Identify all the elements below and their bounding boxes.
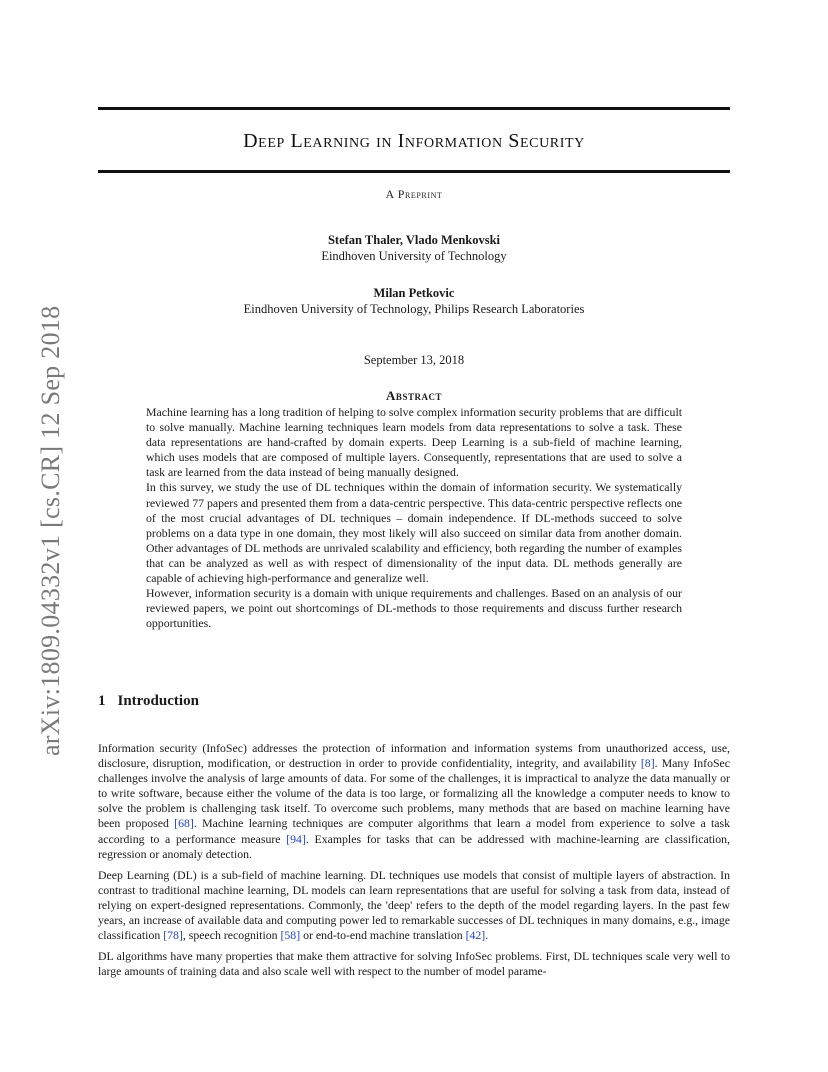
- intro-paragraph-1: [98, 741, 730, 862]
- text-run: , speech recognition: [182, 928, 281, 943]
- abstract-heading: Abstract: [386, 388, 442, 403]
- paper-date: September 13, 2018: [363, 353, 465, 367]
- title-bottom-rule: [98, 170, 730, 173]
- author-affiliation: Eindhoven University of Technology, Philips Research Laboratories: [243, 302, 585, 316]
- citation-link[interactable]: [58]: [280, 928, 301, 943]
- citation-link[interactable]: [78]: [163, 928, 183, 943]
- intro-paragraph-3: DL algorithms have many properties that make them attractive for solving InfoSec problems. First, DL techniques scale very well to large amounts of training data and also scale well with respect to the number of model parame-: [98, 949, 730, 979]
- abstract-paragraph: Machine learning has a long tradition of helping to solve complex information security problems that are difficult to solve manually. Machine learning techniques learn models from data representations to solve a task. These data representations are hand-crafted by domain experts. Deep Learning is a sub-field of machine learning, which uses models that are composed of multiple layers. Consequently, representations that are used to solve a task are learned from the data instead of being manually designed.: [146, 405, 682, 480]
- citation-link[interactable]: [8]: [640, 756, 655, 771]
- citation-link[interactable]: [42]: [465, 928, 486, 943]
- text-run: . Machine learning techniques are computer algorithms that learn a model from experience to solve a task according to a performance measure: [98, 816, 731, 846]
- citation-link[interactable]: [94]: [286, 831, 306, 846]
- author-block-1: [98, 232, 730, 264]
- author-block-2: [98, 285, 730, 317]
- abstract-paragraph: However, information security is a domain with unique requirements and challenges. Based on an analysis of our reviewed papers, we point out shortcomings of DL-methods to those requirements and discuss further research opportunities.: [146, 586, 682, 631]
- citation-link[interactable]: [68]: [174, 816, 194, 831]
- text-run: . Many InfoSec challenges involve the analysis of large amounts of data. For some of the challenges, it is impractical to analyze the data manually or to write software, because either the volume of the data is too large, or formalizing all the knowledge a computer needs to know to solve the problem is challenging task itself. To overcome such problems, many methods that are based on machine learning have been proposed: [98, 756, 730, 831]
- introduction-body: [98, 741, 730, 985]
- text-run: Information security (InfoSec) addresses the protection of information and information systems from unauthorized access, use, disclosure, disruption, modification, or destruction in order to provide confidentiality, integrity, and availability: [98, 741, 730, 771]
- title-top-rule: [98, 107, 730, 110]
- section-title: Introduction: [117, 693, 199, 709]
- author-names: Milan Petkovic: [373, 286, 455, 300]
- author-affiliation: Eindhoven University of Technology: [321, 249, 507, 263]
- abstract-body: [146, 405, 682, 631]
- text-run: or end-to-end machine translation: [300, 928, 466, 943]
- author-names: Stefan Thaler, Vlado Menkovski: [327, 233, 501, 247]
- preprint-label: A Preprint: [385, 187, 443, 201]
- paper-title: Deep Learning in Information Security: [243, 130, 585, 152]
- intro-paragraph-2: [98, 868, 730, 943]
- abstract-paragraph: In this survey, we study the use of DL techniques within the domain of information security. We systematically reviewed 77 papers and presented them from a data-centric perspective. This data-centric perspective reflects one of the most crucial advantages of DL techniques – domain independence. If DL-methods succeed to solve problems on a data type in one domain, they most likely will also succeed on similar data from another domain. Other advantages of DL methods are unrivaled scalability and efficiency, both regarding the number of examples that can be analyzed as well as with respect of dimensionality of the input data. DL methods generally are capable of achieving high-performance and generalize well.: [146, 480, 682, 586]
- section-heading-introduction: [98, 693, 199, 710]
- text-run: .: [485, 928, 489, 943]
- section-number: 1: [98, 693, 106, 709]
- text-run: . Examples for tasks that can be addressed with machine-learning are classification, regression or anomaly detection.: [98, 831, 730, 861]
- arxiv-identifier-stamp: arXiv:1809.04332v1 [cs.CR] 12 Sep 2018: [36, 305, 65, 756]
- text-run: Deep Learning (DL) is a sub-field of machine learning. DL techniques use models that consist of multiple layers of abstraction. In contrast to traditional machine learning, DL models can learn representations that are useful for solving a task from data, instead of relying on expert-designed representations. Commonly, the 'deep' refers to the depth of the model regarding layers. In the past few years, an increase of available data and computing power led to remarkable successes of DL techniques in many domains, e.g., image classification: [98, 867, 730, 943]
